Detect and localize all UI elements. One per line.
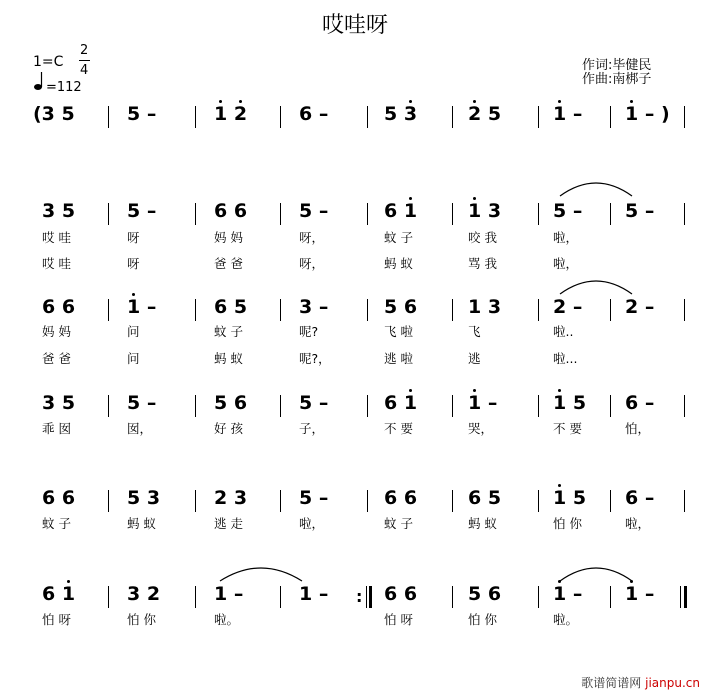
barline (610, 203, 611, 225)
lyric: 哭， (468, 421, 494, 436)
measure: 6 6 (42, 296, 76, 318)
lyric: 飞 (468, 324, 481, 339)
lyric: 蚂 蚁 (127, 516, 156, 531)
measure: 5 – (127, 200, 157, 222)
tie-slur (556, 176, 638, 198)
measure: 6 6 (384, 487, 418, 509)
lyric: 啦， (625, 516, 651, 531)
barline (280, 586, 281, 608)
lyric: 啦， (299, 516, 325, 531)
lyric: 子， (299, 421, 325, 436)
high-dot-note: 1 (625, 103, 639, 125)
measure: 5 – (127, 392, 157, 414)
intro-measure (214, 103, 247, 125)
lyric: 逃 走 (214, 516, 243, 531)
measure: 1 3 (468, 200, 502, 222)
high-dot-note: 1 (553, 583, 567, 605)
tie-slur (556, 561, 638, 583)
lyric: 呀 (127, 256, 140, 271)
lyric: 怕 你 (553, 516, 582, 531)
barline (684, 299, 685, 321)
barline (280, 299, 281, 321)
intro-measure: 5 3 (384, 103, 418, 125)
measure: 1 – (625, 583, 655, 605)
measure: 1 – (299, 583, 329, 605)
measure: 3 2 (127, 583, 161, 605)
lyric: 啦。 (553, 612, 579, 627)
intro-measure: 1 – ) (625, 103, 670, 125)
measure: 5 – (299, 392, 329, 414)
time-signature-bottom: 4 (80, 63, 89, 78)
barline (108, 490, 109, 512)
measure: 6 1 (384, 392, 418, 414)
high-dot-note: 1 (61, 583, 76, 605)
measure: 3 5 (42, 200, 76, 222)
lyric: 蚂 蚁 (384, 256, 413, 271)
lyrics-line-5 (0, 610, 710, 628)
lyric: 不 要 (384, 421, 413, 436)
measure: 6 1 (384, 200, 418, 222)
barline (367, 106, 368, 128)
high-dot-note: 1 (553, 487, 567, 509)
time-signature-line (79, 60, 90, 61)
lyric: 蚊 子 (384, 516, 413, 531)
barline (452, 203, 453, 225)
measure: 1 5 (553, 487, 587, 509)
measure: 1 – (214, 583, 244, 605)
measure: 5 3 (127, 487, 161, 509)
high-dot-note: 2 (233, 103, 248, 125)
barline (280, 490, 281, 512)
barline (452, 106, 453, 128)
score-line-3 (0, 392, 710, 422)
lyric: 啦， (553, 256, 579, 271)
watermark-url: jianpu.cn (645, 676, 700, 690)
lyric: 咬 我 (468, 230, 497, 245)
lyric: 啦.. (553, 324, 574, 339)
measure: 1 – (553, 583, 583, 605)
lyrics-line-3 (0, 419, 710, 437)
high-dot-note: 1 (214, 103, 228, 125)
intro-measure: 1 – (553, 103, 583, 125)
lyric: 怕， (625, 421, 651, 436)
barline (108, 106, 109, 128)
lyric: 蚂 蚁 (214, 351, 243, 366)
tie-slur (216, 561, 308, 583)
high-dot-note: 1 (553, 103, 567, 125)
final-barline-thin (680, 586, 681, 608)
measure: 5 – (299, 200, 329, 222)
tie-slur (556, 274, 638, 296)
barline (108, 586, 109, 608)
lyric: 爸 爸 (214, 256, 243, 271)
barline (280, 203, 281, 225)
barline (280, 395, 281, 417)
lyric: 啦， (553, 230, 579, 245)
lyric: 蚊 子 (214, 324, 243, 339)
final-barline-thick (684, 586, 687, 608)
high-dot-note: 1 (403, 200, 418, 222)
barline (367, 395, 368, 417)
intro-line (0, 103, 710, 133)
barline (538, 299, 539, 321)
intro-measure: 6 – (299, 103, 329, 125)
lyric: 骂 我 (468, 256, 497, 271)
lyric: 啦。 (214, 612, 240, 627)
measure: 5 – (553, 200, 583, 222)
measure: 6 5 (214, 296, 248, 318)
lyrics-line-2b (0, 349, 710, 367)
lyric: 呀， (299, 256, 325, 271)
measure: 2 3 (214, 487, 248, 509)
lyric: 呢? (299, 324, 319, 339)
barline (684, 106, 685, 128)
barline (684, 395, 685, 417)
intro-measure: 5 – (127, 103, 157, 125)
lyric: 哎 哇 (42, 256, 71, 271)
repeat-dots: : (356, 587, 363, 606)
lyric: 飞 啦 (384, 324, 413, 339)
barline (452, 490, 453, 512)
measure: 3 – (299, 296, 329, 318)
lyric: 怕 呀 (42, 612, 71, 627)
high-dot-note: 1 (468, 200, 482, 222)
barline (195, 490, 196, 512)
barline (452, 586, 453, 608)
lyric: 呢?， (299, 351, 331, 366)
barline (367, 490, 368, 512)
measure: 1 – (468, 392, 498, 414)
lyric: 妈 妈 (214, 230, 243, 245)
barline (280, 106, 281, 128)
barline (538, 490, 539, 512)
high-dot-note: 1 (553, 392, 567, 414)
lyric: 好 孩 (214, 421, 243, 436)
high-dot-note: 1 (403, 392, 418, 414)
high-dot-note: 3 (403, 103, 418, 125)
measure: 5 – (299, 487, 329, 509)
barline (610, 586, 611, 608)
barline (610, 299, 611, 321)
barline (538, 395, 539, 417)
measure: 5 – (625, 200, 655, 222)
high-dot-note: 1 (468, 392, 482, 414)
measure: 1 – (127, 296, 157, 318)
composer-credit: 作曲:南梆子 (582, 72, 652, 87)
barline (108, 395, 109, 417)
barline (684, 490, 685, 512)
lyric: 逃 啦 (384, 351, 413, 366)
barline (195, 395, 196, 417)
measure: 3 5 (42, 392, 76, 414)
song-title: 哎哇呀 (321, 13, 388, 38)
watermark-text: 歌谱简谱网 (581, 676, 642, 690)
lyric: 妈 妈 (42, 324, 71, 339)
high-dot-note: 1 (625, 583, 639, 605)
lyrics-line-1b (0, 254, 710, 272)
score-line-4 (0, 487, 710, 517)
measure: 6 5 (468, 487, 502, 509)
barline (610, 490, 611, 512)
barline (366, 586, 367, 608)
lyric: 怕 你 (127, 612, 156, 627)
measure: 6 – (625, 487, 655, 509)
lyric: 呀 (127, 230, 140, 245)
measure: 6 6 (42, 487, 76, 509)
lyric: 怕 呀 (384, 612, 413, 627)
barline (538, 106, 539, 128)
lyric: 蚊 子 (384, 230, 413, 245)
barline (452, 299, 453, 321)
lyric: 乖 囡 (42, 421, 71, 436)
barline (195, 106, 196, 128)
barline (195, 203, 196, 225)
lyric: 怕 你 (468, 612, 497, 627)
measure: 6 1 (42, 583, 76, 605)
lyric: 哎 哇 (42, 230, 71, 245)
lyric: 不 要 (553, 421, 582, 436)
lyrics-line-1a (0, 228, 710, 246)
key-signature: 1=C (33, 54, 64, 70)
lyric: 逃 (468, 351, 481, 366)
watermark (581, 674, 700, 691)
measure: 6 6 (384, 583, 418, 605)
barline (108, 299, 109, 321)
lyric: 问 (127, 351, 140, 366)
measure: 5 6 (214, 392, 248, 414)
barline (367, 299, 368, 321)
barline (108, 203, 109, 225)
barline (538, 586, 539, 608)
measure: 2 – (625, 296, 655, 318)
score-line-5 (0, 583, 710, 613)
measure: 6 6 (214, 200, 248, 222)
time-signature-top: 2 (80, 43, 89, 58)
barline (610, 106, 611, 128)
lyric: 啦... (553, 351, 578, 366)
lyricist-credit: 作词:毕健民 (582, 58, 652, 73)
barline (684, 203, 685, 225)
measure: 6 – (625, 392, 655, 414)
barline (610, 395, 611, 417)
measure: 1 5 (553, 392, 587, 414)
lyric: 爸 爸 (42, 351, 71, 366)
high-dot-note: 2 (468, 103, 482, 125)
measure: 1 3 (468, 296, 502, 318)
lyric: 蚊 子 (42, 516, 71, 531)
lyrics-line-2a (0, 322, 710, 340)
tempo-marking: =112 (46, 80, 82, 95)
lyrics-line-4 (0, 514, 710, 532)
measure: 2 – (553, 296, 583, 318)
high-dot-note: 1 (127, 296, 141, 318)
repeat-barline-thick (369, 586, 372, 608)
intro-measure: 2 5 (468, 103, 502, 125)
lyric: 蚂 蚁 (468, 516, 497, 531)
lyric: 呀， (299, 230, 325, 245)
measure: 5 6 (384, 296, 418, 318)
intro-measure: (3 5 (33, 103, 75, 125)
barline (195, 299, 196, 321)
barline (195, 586, 196, 608)
measure: 5 6 (468, 583, 502, 605)
barline (367, 203, 368, 225)
score-line-1 (0, 200, 710, 230)
lyric: 问 (127, 324, 140, 339)
barline (452, 395, 453, 417)
quarter-note-icon (33, 70, 47, 92)
lyric: 囡， (127, 421, 153, 436)
barline (538, 203, 539, 225)
